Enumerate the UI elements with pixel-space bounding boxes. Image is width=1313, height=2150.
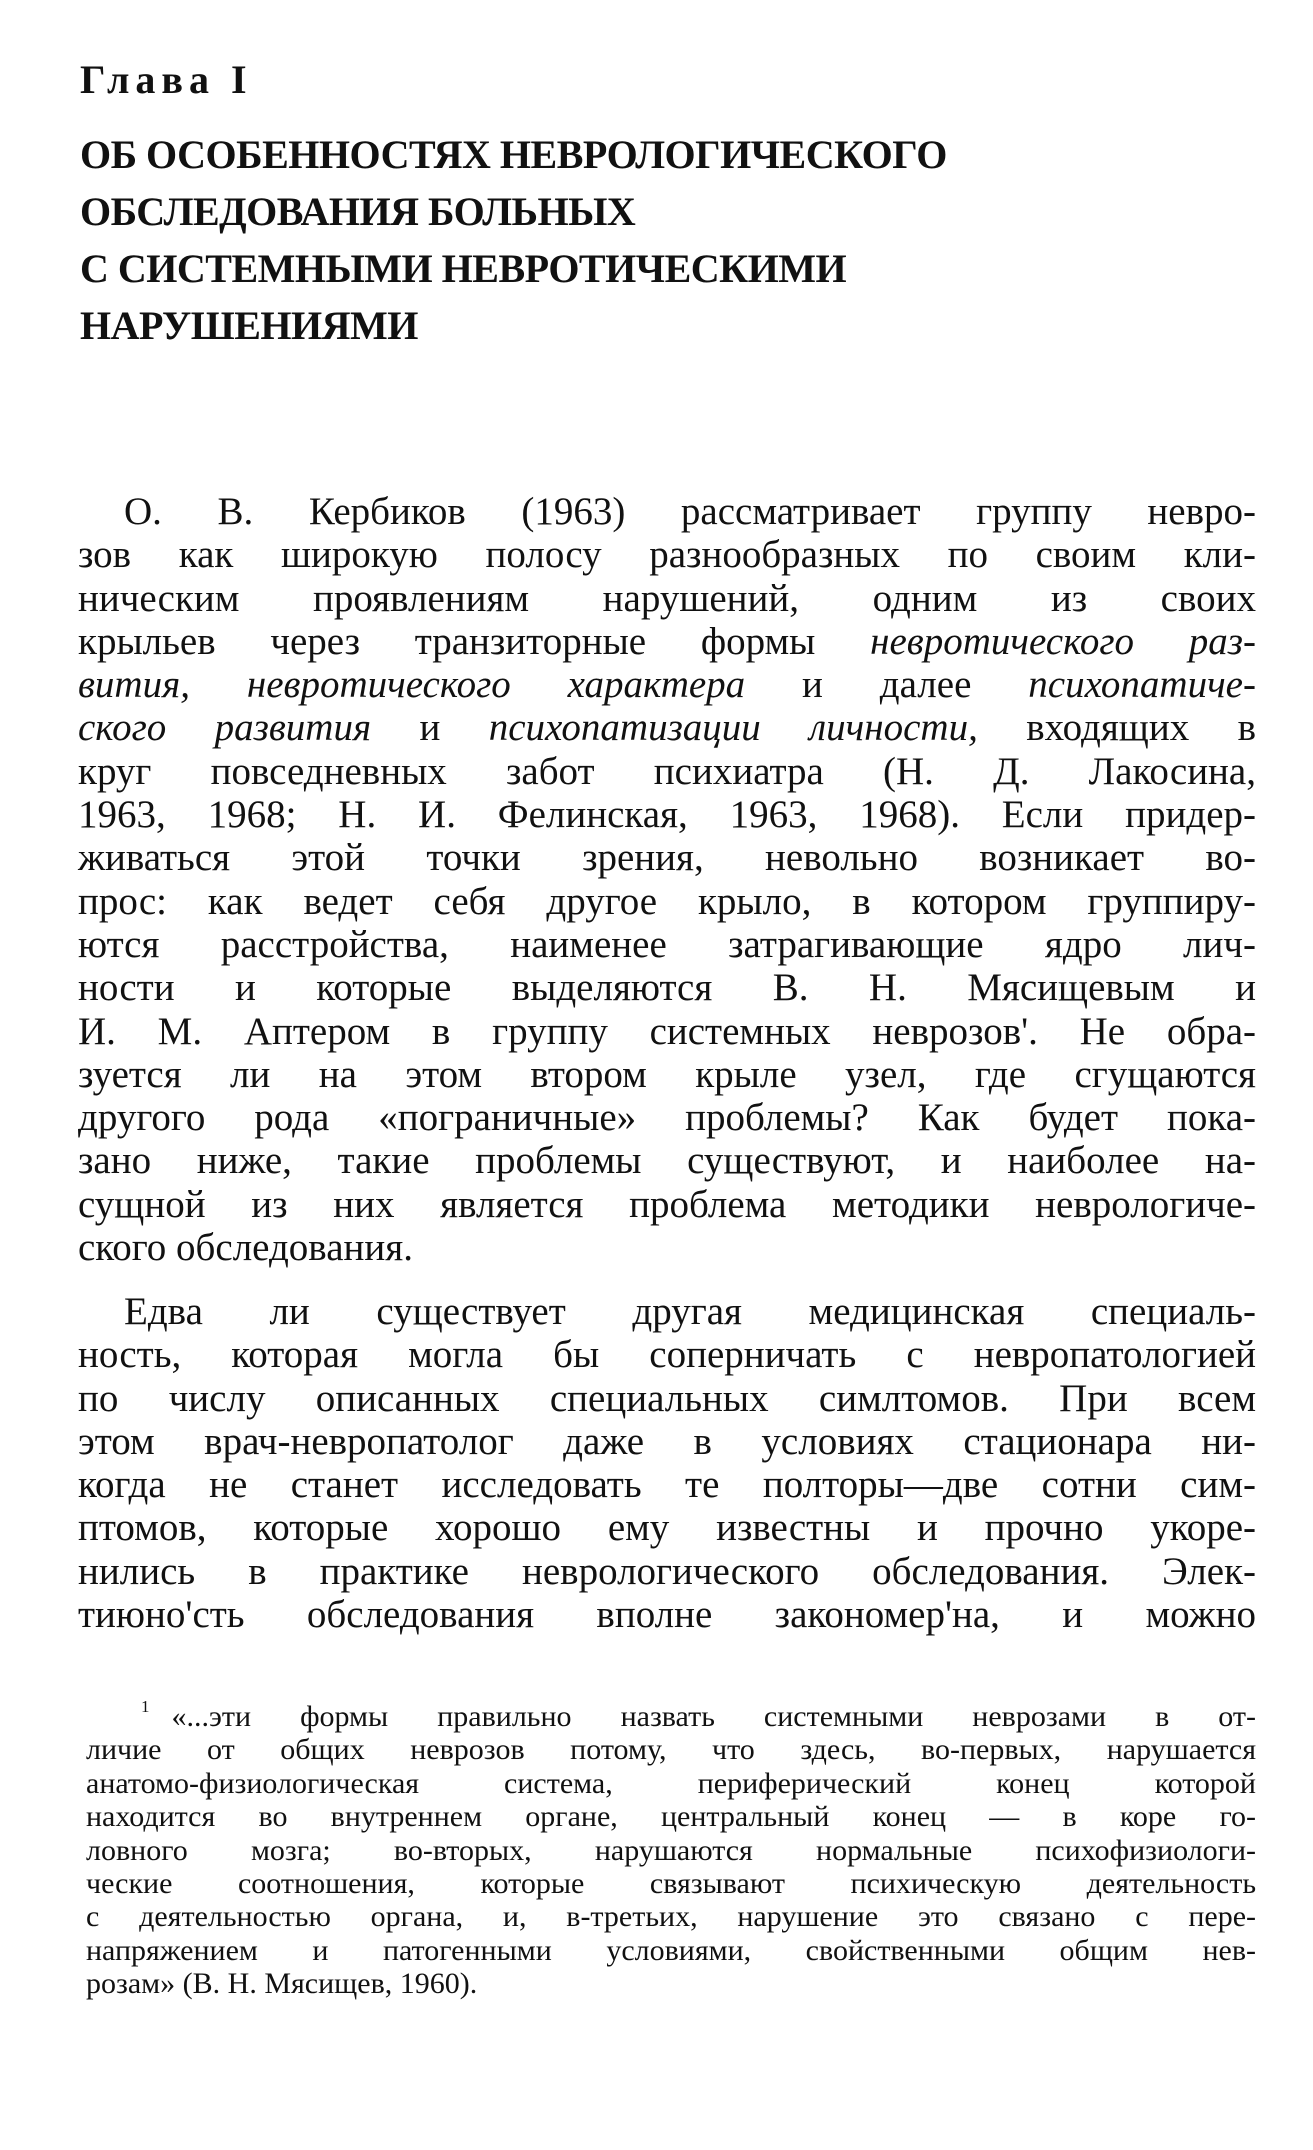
text-line (78, 663, 1256, 706)
text-line: по числу описанных специальных симлтомов. При всем (78, 1376, 1256, 1420)
italic-term: психопатиче- (1028, 663, 1256, 707)
text-line (78, 706, 1256, 749)
text-line: живаться этой точки зрения, невольно возникает во- (78, 836, 1256, 880)
italic-term: невротического раз- (870, 619, 1256, 663)
text-line: О. В. Кербиков (1963) рассматривает группу невро- (124, 490, 1256, 533)
text-line: этом врач-невропатолог даже в условиях стационара ни- (78, 1419, 1256, 1463)
text-run: «...эти формы правильно назвать системными неврозами в от- (171, 1700, 1256, 1733)
text-line (78, 620, 1256, 663)
footnote (86, 1690, 1256, 2001)
text-line: птомов, которые хорошо ему известны и прочно укоре- (78, 1506, 1256, 1550)
footnote-line: анатомо-физиологическая система, периферический конец которой (86, 1766, 1256, 1800)
footnote-line: напряжением и патогенными условиями, свойственными общим нев- (86, 1933, 1256, 1967)
text-line: нились в практике неврологического обследования. Элек- (78, 1549, 1256, 1593)
chapter-title-line: ОБСЛЕДОВАНИЯ БОЛЬНЫХ (80, 189, 636, 234)
text-run: крыльев через транзиторные формы (78, 619, 871, 663)
text-line: ности и которые выделяются В. Н. Мясищевым и (78, 966, 1256, 1010)
footnote-line: с деятельностью органа, и, в-третьих, нарушение это связано с пере- (86, 1900, 1256, 1934)
footnote-line: находится во внутреннем органе, центральный конец — в коре го- (86, 1800, 1256, 1834)
text-line: другого рода «пограничные» проблемы? Как будет пока- (78, 1096, 1256, 1140)
text-line: ническим проявлениям нарушений, одним из своих (78, 576, 1256, 620)
footnote-line: розам» (В. Н. Мясищев, 1960). (86, 1967, 478, 2001)
text-run: и (371, 706, 489, 750)
text-line: ются расстройства, наименее затрагивающие ядро лич- (78, 922, 1256, 966)
footnote-line (86, 1690, 1256, 1733)
text-line: Едва ли существует другая медицинская специаль- (124, 1290, 1256, 1333)
italic-term: вития, невротического характера (78, 663, 746, 707)
footnote-line: ческие соотношения, которые связывают психическую деятельность (86, 1867, 1256, 1901)
text-line: зов как широкую полосу разнообразных по своим кли- (78, 533, 1256, 577)
text-line: тиюно'сть обследования вполне закономер'на, и можно (78, 1593, 1256, 1637)
text-line: когда не станет исследовать те полторы—две сотни сим- (78, 1463, 1256, 1507)
text-line: зано ниже, такие проблемы существуют, и наиболее на- (78, 1139, 1256, 1183)
text-line: зуется ли на этом втором крыле узел, где сгущаются (78, 1052, 1256, 1096)
text-run: входящих в (977, 706, 1257, 750)
chapter-label: Глава I (80, 57, 253, 102)
footnote-line: личие от общих неврозов потому, что здесь, во-первых, нарушается (86, 1733, 1256, 1767)
text-line: круг повседневных забот психиатра (Н. Д. Лакосина, (78, 749, 1256, 793)
text-line: прос: как ведет себя другое крыло, в котором группиру- (78, 879, 1256, 923)
text-line: ского обследования. (78, 1226, 413, 1270)
text-line: 1963, 1968; Н. И. Фелинская, 1963, 1968). Если придер- (78, 793, 1256, 837)
text-line: И. М. Аптером в группу системных неврозов'. Не обра- (78, 1009, 1256, 1053)
chapter-title-line: НАРУШЕНИЯМИ (80, 303, 418, 348)
text-line: сущной из них является проблема методики неврологиче- (78, 1182, 1256, 1226)
footnote-marker: 1 (141, 1697, 150, 1716)
italic-term: психопатизации личности, (488, 706, 978, 750)
paragraph-1 (78, 490, 1256, 1269)
italic-term: ского развития (78, 706, 372, 750)
text-line: ность, которая могла бы соперничать с невропатологией (78, 1333, 1256, 1377)
chapter-title-line: С СИСТЕМНЫМИ НЕВРОТИЧЕСКИМИ (80, 246, 847, 291)
footnote-line: ловного мозга; во-вторых, нарушаются нормальные психофизиологи- (86, 1833, 1256, 1867)
chapter-title (80, 126, 1180, 354)
chapter-title-line: ОБ ОСОБЕННОСТЯХ НЕВРОЛОГИЧЕСКОГО (80, 132, 947, 177)
paragraph-2 (78, 1290, 1256, 1636)
text-run: и далее (745, 663, 1029, 707)
